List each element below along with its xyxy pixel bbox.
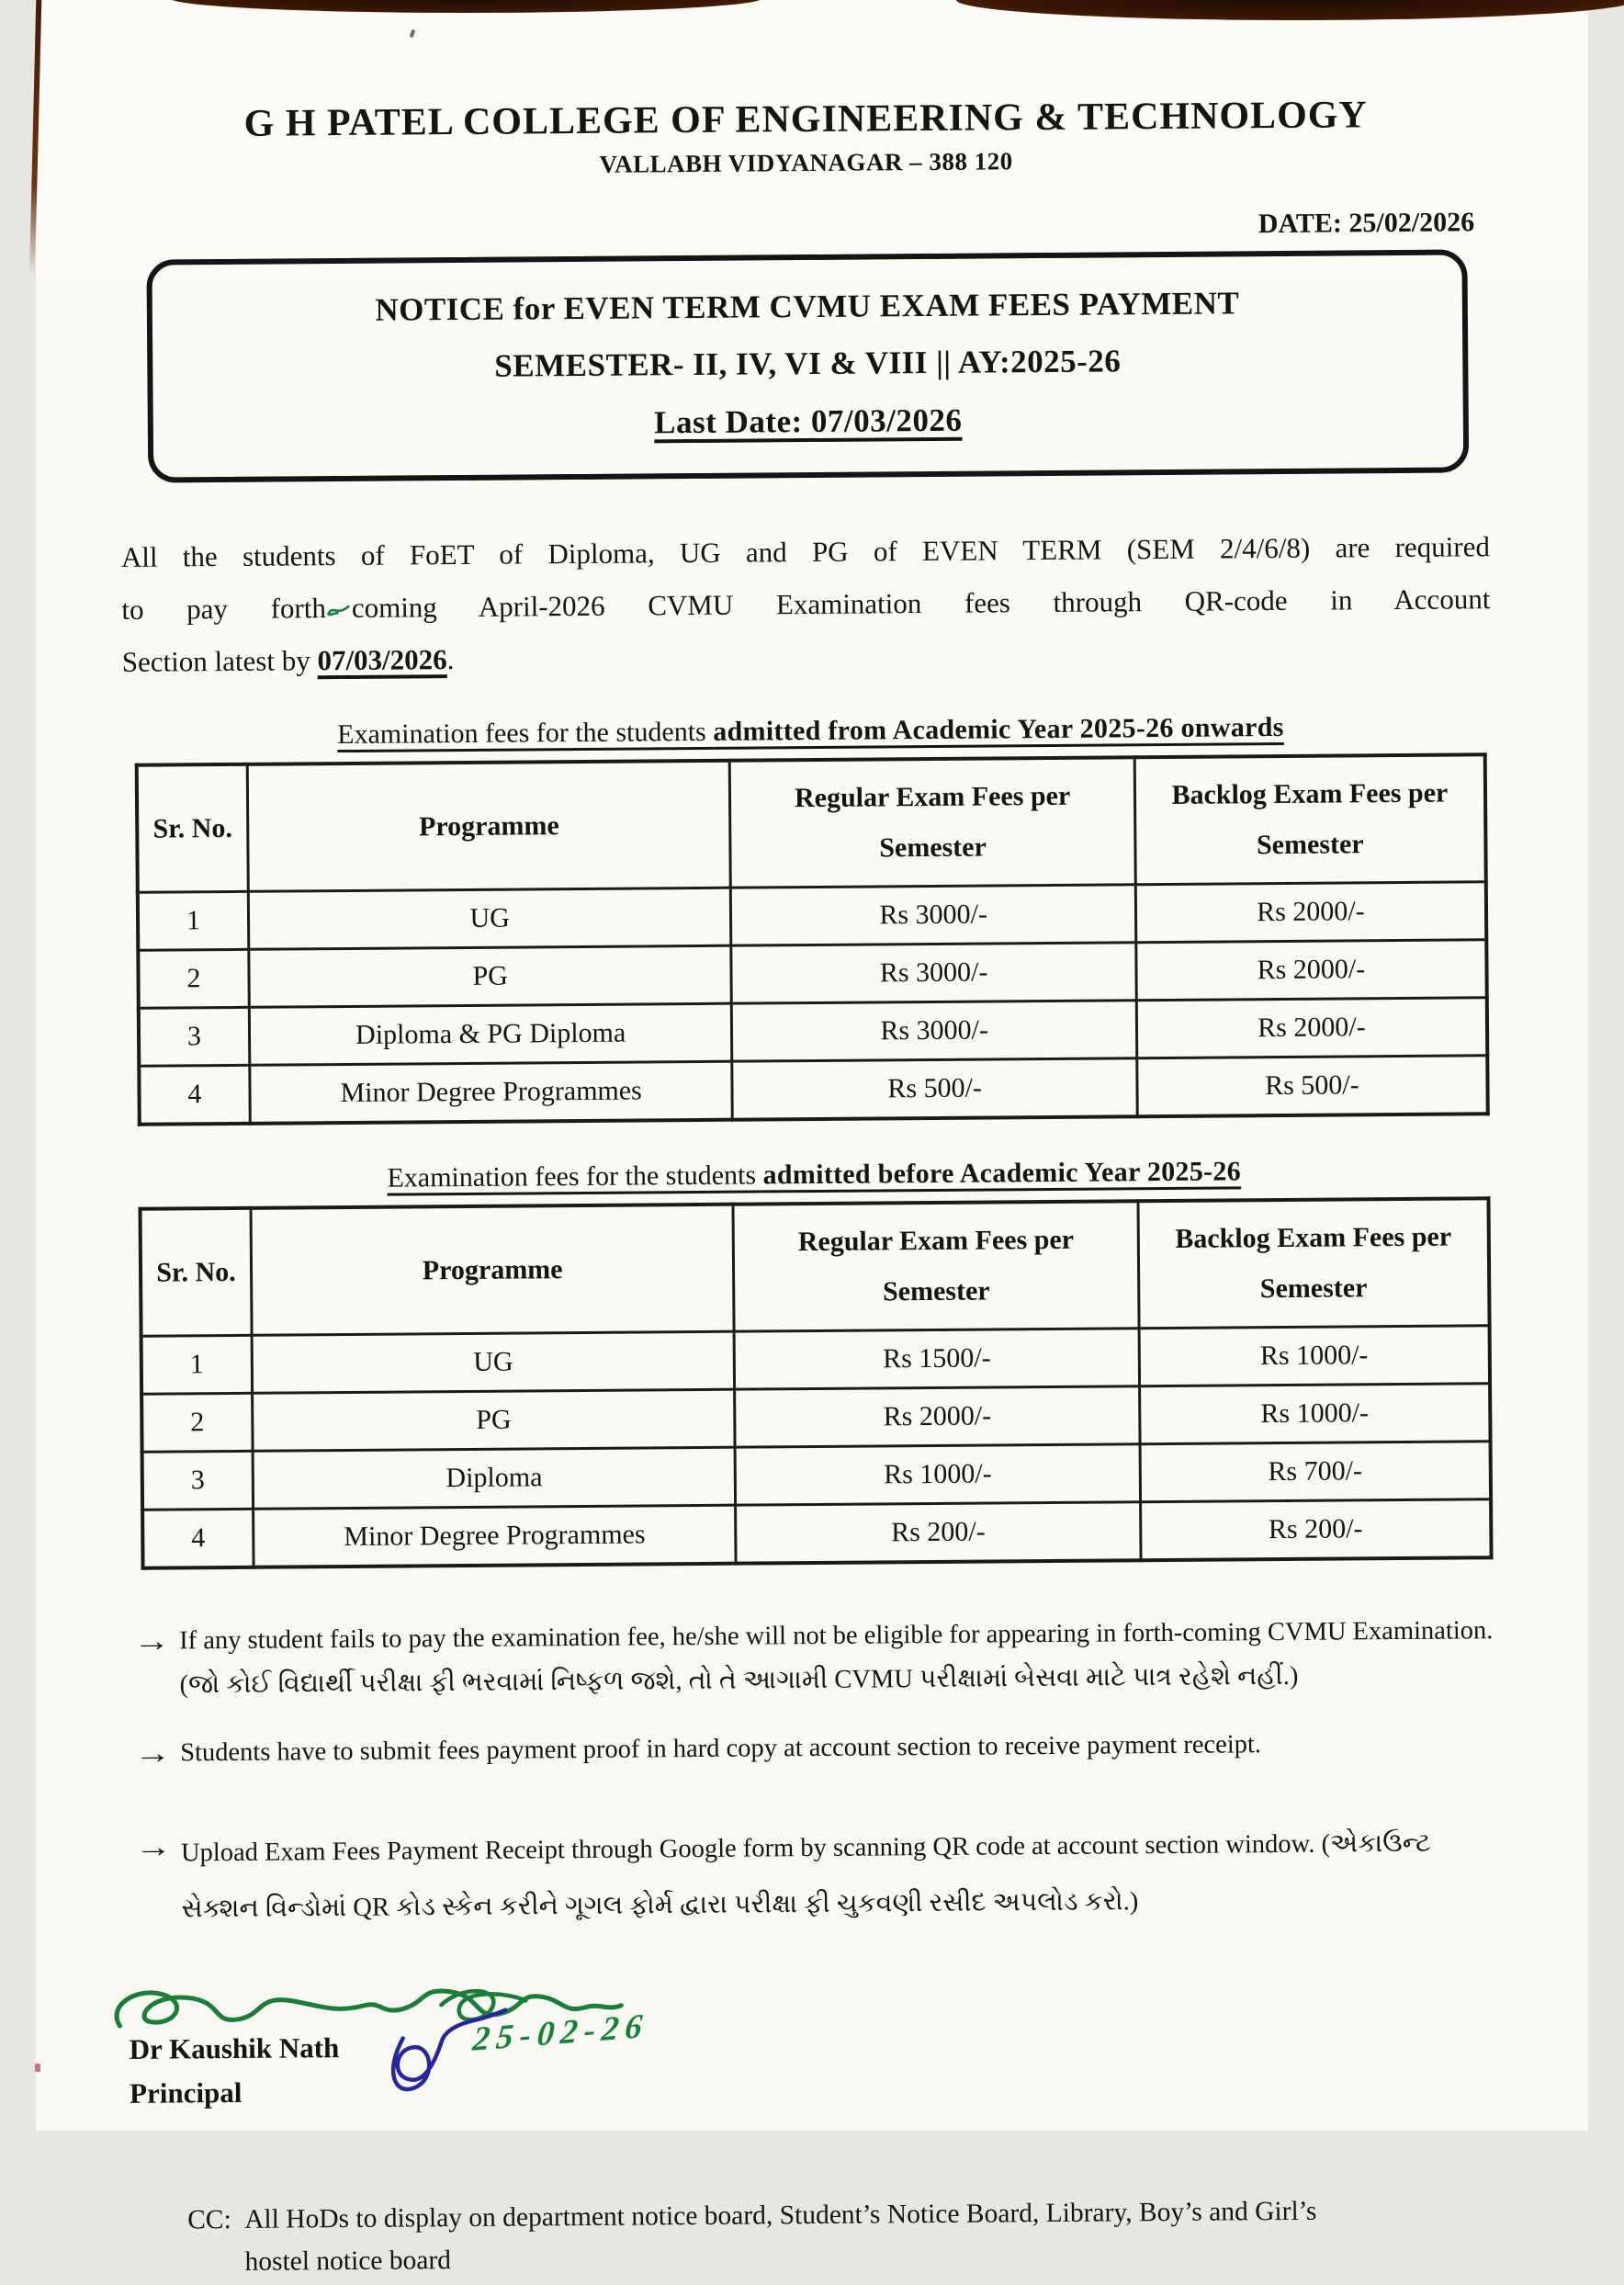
fees-table-admitted-before-2025-26 (139, 1196, 1494, 1570)
note-item-1: → If any student fails to pay the examination fee, he/she will not be eligible for appearing in forth-coming CVMU Examination. (જો કોઈ વિદ્યાર્થી પરીક્ષા ફી ભરવામાં નિષ્ફળ જશે, તો તે આગામી CVMU પરીક્ષામાં બેસવા માટે પાત્ર રહેશે નહીં.) (133, 1609, 1510, 1708)
table-cell: Rs 1000/- (735, 1444, 1140, 1505)
deadline-date: 07/03/2026 (317, 643, 447, 677)
column-header: Regular Exam Fees per Semester (733, 1201, 1138, 1331)
column-header: Sr. No. (141, 1208, 252, 1336)
table-cell: Rs 3000/- (731, 943, 1136, 1003)
table-cell: Rs 200/- (736, 1502, 1141, 1564)
table-cell: Minor Degree Programmes (253, 1505, 736, 1567)
header-row (141, 1198, 1490, 1336)
table-row (139, 1056, 1487, 1125)
table-cell: UG (248, 888, 731, 949)
table-cell: Rs 3000/- (732, 1001, 1137, 1061)
table-cell: 3 (139, 1007, 250, 1066)
table-cell: Rs 2000/- (1135, 882, 1486, 943)
college-address: VALLABH VIDYANAGAR – 388 120 (599, 147, 1013, 178)
handwritten-date: 25-02-26 (470, 2007, 650, 2059)
notes-list (133, 1609, 1512, 1938)
column-header: Programme (247, 761, 731, 892)
table-row (142, 1442, 1491, 1510)
column-header: Sr. No. (137, 764, 248, 892)
column-header: Backlog Exam Fees per Semester (1134, 754, 1486, 884)
table-cell: 4 (139, 1065, 250, 1124)
pen-tick-mark (327, 583, 351, 599)
document-content (28, 0, 1598, 2285)
cc-line-1: All HoDs to display on department notice board, Student’s Notice Board, Library, Boy’s and Girl’s (244, 2196, 1317, 2235)
table-row (138, 882, 1486, 951)
intro-line-3: Section latest by 07/03/2026. (121, 643, 455, 678)
table-cell: Diploma (253, 1447, 736, 1509)
cc-distribution (187, 2189, 1517, 2284)
signatory-name: Dr Kaushik Nath (129, 2031, 340, 2066)
table-cell: Rs 500/- (732, 1058, 1137, 1120)
notice-title-box (146, 249, 1469, 482)
gujarati-text: (જો કોઈ વિદ્યાર્થી પરીક્ષા ફી ભરવામાં નિષ્ફળ જશે, તો તે આગામી CVMU પરીક્ષામાં બેસવા માટે પાત્ર રહેશે નહીં.) (179, 1661, 1299, 1700)
table-cell: PG (249, 945, 732, 1007)
notice-line-2: SEMESTER- II, IV, VI & VIII || AY:2025-26 (494, 343, 1122, 384)
table-cell: 2 (138, 949, 249, 1008)
table-cell: Rs 500/- (1137, 1056, 1488, 1116)
table-caption-onwards: Examination fees for the students admitted from Academic Year 2025-26 onwards (337, 711, 1284, 751)
notice-date: DATE: 25/02/2026 (1257, 207, 1475, 240)
arrow-icon: → (133, 1623, 171, 1657)
intro-paragraph (121, 520, 1491, 688)
table-cell: Rs 200/- (1140, 1499, 1491, 1560)
table-cell: 2 (141, 1393, 253, 1452)
table-cell: Rs 1500/- (734, 1329, 1139, 1389)
table-cell: Diploma & PG Diploma (249, 1003, 732, 1065)
column-header: Regular Exam Fees per Semester (730, 757, 1135, 888)
table-cell: Rs 2000/- (735, 1386, 1140, 1447)
table-row (141, 1384, 1490, 1453)
note-item-2: → Students have to submit fees payment proof in hard copy at account section to receive payment receipt. (134, 1721, 1510, 1776)
notice-line-1: NOTICE for EVEN TERM CVMU EXAM FEES PAYMENT (375, 285, 1240, 328)
table-cell: Rs 2000/- (1136, 998, 1487, 1058)
table-row (138, 940, 1486, 1009)
table-cell: 4 (142, 1509, 254, 1567)
scanned-notice-page (36, 0, 1588, 2277)
scan-dot (35, 2064, 40, 2072)
table-row (141, 1326, 1490, 1395)
table-cell: 1 (138, 891, 249, 950)
notice-last-date: Last Date: 07/03/2026 (654, 402, 963, 440)
table-cell: PG (252, 1389, 735, 1451)
table-row (142, 1499, 1491, 1568)
header-row (137, 754, 1486, 892)
signature-block (118, 1985, 1597, 2160)
fees-table-admitted-from-2025-26 (135, 752, 1490, 1126)
arrow-icon: → (134, 1736, 172, 1770)
table-cell: 1 (141, 1335, 253, 1394)
table-cell: Rs 2000/- (1136, 940, 1487, 1001)
college-name: G H PATEL COLLEGE OF ENGINEERING & TECHNOLOGY (243, 94, 1368, 145)
table-cell: Minor Degree Programmes (250, 1061, 733, 1124)
table-cell: Rs 1000/- (1139, 1326, 1490, 1386)
arrow-icon: → (134, 1829, 173, 1863)
intro-line-1: All the students of FoET of Diploma, UG and PG of EVEN TERM (SEM 2/4/6/8) are required (120, 530, 1491, 573)
table-cell: Rs 1000/- (1139, 1384, 1490, 1444)
intro-line-2: to pay forth coming April-2026 CVMU Examination fees through QR-code in Account (121, 583, 1491, 626)
cc-line-2: hostel notice board (244, 2245, 452, 2277)
table-row (139, 998, 1487, 1067)
gujarati-text: (એકાઉન્ટ સેક્શન વિન્ડોમાં QR કોડ સ્કેન કરીને ગૂગલ ફોર્મ દ્વારા પરીક્ષા ફી ચુકવણી રસીદ અપલોડ કરો.) (181, 1828, 1431, 1924)
table-cell: UG (252, 1331, 735, 1393)
table-caption-before: Examination fees for the students admitted before Academic Year 2025-26 (387, 1156, 1242, 1193)
note-item-3: → Upload Exam Fees Payment Receipt through Google form by scanning QR code at account section window. (એકાઉન્ટ સેક્શન વિન્ડોમાં QR કોડ સ્કેન કરીને ગૂગલ ફોર્મ દ્વારા પરીક્ષા ફી ચુકવણી રસીદ અપલોડ કરો.) (135, 1815, 1512, 1938)
column-header: Programme (251, 1205, 735, 1336)
table-cell: Rs 700/- (1140, 1442, 1491, 1502)
cc-label: CC: (187, 2205, 231, 2235)
table-cell: Rs 3000/- (731, 885, 1136, 945)
signatory-title: Principal (129, 2076, 242, 2110)
table-cell: 3 (142, 1451, 254, 1510)
column-header: Backlog Exam Fees per Semester (1138, 1198, 1490, 1328)
